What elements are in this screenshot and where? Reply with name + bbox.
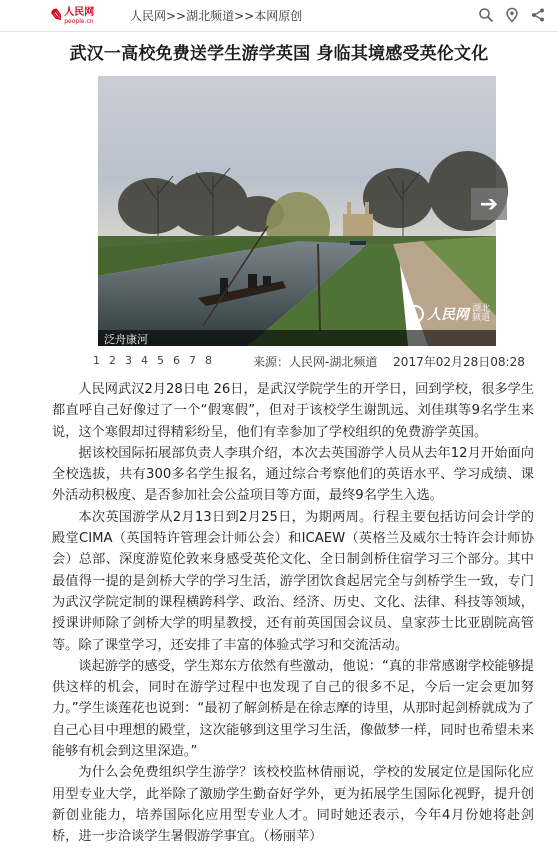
logo-url: people.cn (64, 18, 94, 25)
search-icon[interactable] (478, 7, 494, 23)
location-icon[interactable] (504, 7, 520, 23)
article-date: 2017年02月28日08:28 (393, 355, 525, 369)
pager-item[interactable]: 2 (109, 354, 116, 367)
photo-watermark (406, 304, 490, 324)
logo-mark: ✎ (48, 6, 63, 26)
pager-item[interactable]: 4 (141, 354, 148, 367)
article-paragraph: 为什么会免费组织学生游学？该校校监林倩丽说，学校的发展定位是国际化应用型专业大学，此举除了激励学生勤奋好学外，更为拓展学生国际化视野，提升创新创业能力，培养国际化应用型专业人才。同时她还表示，今年4月份她将赴剑桥，进一步洽谈学生暑假游学事宜。（杨丽苹） (52, 765, 534, 845)
watermark-text: 人民网 (426, 307, 469, 323)
article-photo[interactable] (98, 76, 499, 346)
logo-cn: 人民网 (64, 7, 95, 18)
article-paragraph: 本次英国游学从2月13日到2月25日，为期两周。行程主要包括访问会计学的殿堂CIMA（英国特许管理会计师公会）和ICAEW（英格兰及威尔士特许会计师协会）总部、深度游览伦敦来身感受英伦文化、全日制剑桥住宿学习三个部分。其中最值得一提的是剑桥大学的学习生活，游学团饮食起居完全与剑桥学生一致，专门为武汉学院定制的课程横跨科学、政治、经济、历史、文化、法律、科技等领域，授课讲师除了剑桥大学的明星教授，还有前英国国会议员、皇家莎士比亚剧院高管等。除了课堂学习，还安排了丰富的体验式学习和交流活动。 (52, 509, 534, 653)
watermark-region (472, 305, 490, 323)
logo-text (64, 7, 94, 25)
top-icons (478, 7, 546, 23)
breadcrumb-text[interactable]: 人民网>>湖北频道>>本网原创 (130, 9, 303, 23)
pager-item[interactable]: 6 (173, 354, 180, 367)
watermark-logo-icon (406, 305, 424, 323)
photo-caption: 泛舟康河 (104, 333, 148, 346)
article-title: 武汉一高校免费送学生游学英国 身临其境感受英伦文化 (69, 44, 489, 64)
photo-caption-bar (98, 330, 496, 346)
next-photo-button[interactable] (471, 188, 507, 220)
article-paragraph: 谈起游学的感受，学生郑东方依然有些激动，他说：“真的非常感谢学校能够提供这样的机会，同时在游学过程中也发现了自己的很多不足，今后一定会更加努力。”学生谈莲花也说到：“最初了解剑桥是在徐志摩的诗里，从那时起剑桥就成为了自己心目中理想的殿堂，这次能够到这里学习生活，像做梦一样，同时也希望未来能够有机会到这里深造。” (52, 658, 534, 760)
pager-item[interactable]: 1 (93, 354, 100, 367)
breadcrumb[interactable] (130, 7, 302, 24)
top-bar (0, 0, 558, 32)
photo-pager (93, 354, 212, 367)
watermark-sub-text: 频道 (471, 313, 490, 323)
share-icon[interactable] (530, 7, 546, 23)
pager-item[interactable]: 8 (205, 354, 212, 367)
article-body (52, 379, 534, 848)
watermark-region-text: 湖北 (471, 304, 490, 314)
arrow-right-icon: ➔ (479, 191, 499, 217)
pager-item[interactable]: 5 (157, 354, 164, 367)
article-source[interactable]: 来源：人民网-湖北频道 (253, 355, 378, 369)
pager-item[interactable]: 3 (125, 354, 132, 367)
article-paragraph: 据该校国际拓展部负责人李琪介绍，本次去英国游学人员从去年12月开始面向全校选拔，共有300多名学生报名，通过综合考察他们的英语水平、学习成绩、课外活动积极度、是否参加社会公益项目等方面，最终9名学生入选。 (52, 445, 534, 504)
article-paragraph: 人民网武汉2月28日电 26日，是武汉学院学生的开学日，回到学校，很多学生都直呼自己好像过了一个“假寒假”，但对于该校学生谢凯远、刘佳琪等9名学生来说，这个寒假却过得精彩纷呈，他们有幸参加了学校组织的免费游学英国。 (52, 382, 534, 440)
article-meta (253, 353, 525, 370)
site-logo[interactable] (48, 4, 110, 28)
pager-item[interactable]: 7 (189, 354, 196, 367)
